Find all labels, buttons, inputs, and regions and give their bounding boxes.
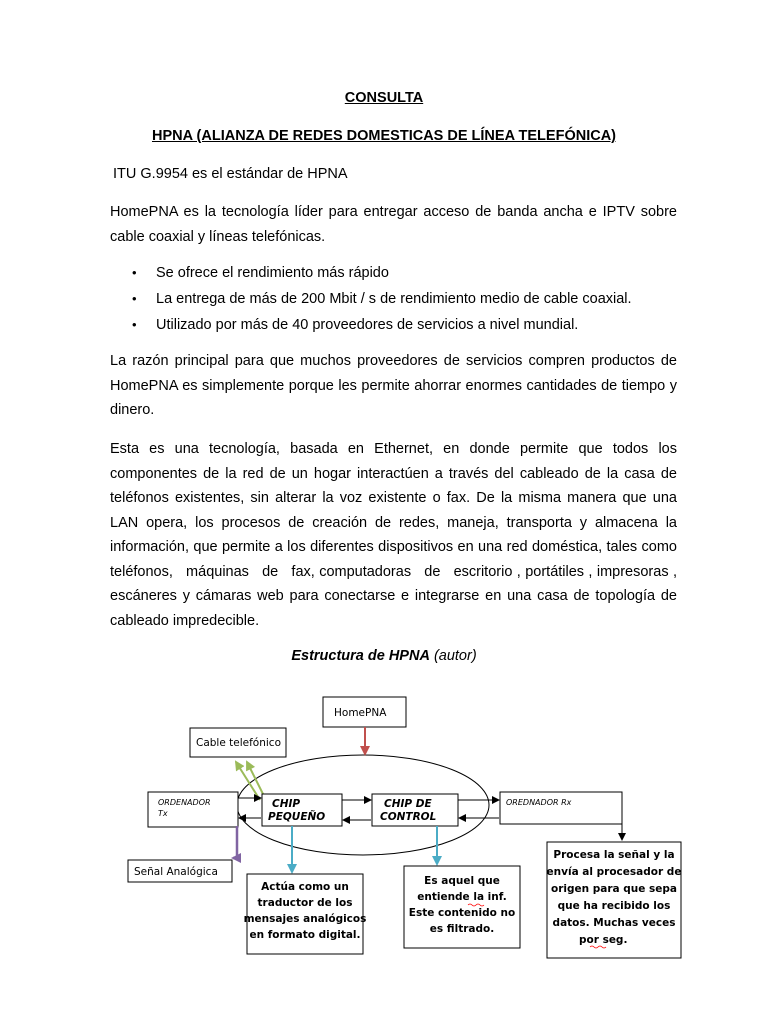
list-item-text: Utilizado por más de 40 proveedores de servicios a nivel mundial. [156,317,579,333]
cable-label: Cable telefónico [196,737,281,749]
ordenador-rx-box [500,792,622,824]
tech-line: teléfonos, máquinas de fax, computadoras de escritorio , portátiles , impresoras , [110,563,677,580]
aquel-line: Este contenido no [408,907,516,919]
ordenador-tx-sub: Tx [158,809,168,818]
senal-box [128,860,232,882]
procesa-box [547,842,682,958]
intro-line: cable coaxial y líneas telefónicas. [110,228,326,245]
tech-line: teléfonos existentes, sin alterar la voz existente o fax. De la misma manera que una [110,490,677,506]
traductor-line: traductor de los [257,897,353,909]
chip-small-line1: CHIP [272,798,301,810]
page-title: CONSULTA [344,90,424,106]
reason-line: La razón principal para que muchos proveedores de servicios compren productos de [110,353,677,369]
chip-control-box [372,794,458,826]
procesa-line: que ha recibido los [557,900,671,912]
senal-arrow-line [234,826,237,858]
ordenador-tx-label: ORDENADOR [158,798,211,807]
aquel-line: entiende la inf. [417,891,507,903]
chip-control-line1: CHIP DE [384,798,432,810]
diagram-caption-author: (autor) [429,648,477,664]
reason-line: dinero. [110,402,155,418]
tech-line: cableado impredecible. [110,612,260,629]
cable-box [190,728,286,757]
ordenador-rx-label: OREDNADOR Rx [506,798,572,807]
intro-line: HomePNA es la tecnología líder para entregar acceso de banda ancha e IPTV sobre [110,204,677,220]
tech-line: información, que permite a los diferentes dispositivos en una red doméstica, tales como [110,539,677,555]
procesa-line: datos. Muchas veces [552,917,676,929]
ordenador-tx-box [148,792,238,827]
aquel-line: Es aquel que [424,875,500,887]
bullet-icon: • [132,265,137,280]
tech-line: Esta es una tecnología, basada en Ethernet, en donde permite que todos los [110,441,677,457]
chip-control-line2: CONTROL [380,811,437,823]
aquel-line: es filtrado. [429,923,495,935]
procesa-line: origen para que sepa [550,883,678,895]
reason-line: HomePNA es simplemente porque les permite ahorrar enormes cantidades de tiempo y [110,377,677,394]
page-subtitle: HPNA (ALIANZA DE REDES DOMESTICAS DE LÍNEA TELEFÓNICA) [151,128,616,144]
aquel-box [404,866,520,948]
procesa-line: Procesa la señal y la [553,849,675,861]
chip-small-box [262,794,342,826]
diagram-caption-title: Estructura de HPNA [291,648,430,664]
traductor-line: mensajes analógicos [243,913,367,925]
bullet-icon: • [132,317,137,332]
list-item-text: Se ofrece el rendimiento más rápido [156,265,389,281]
tech-line: componentes de la red de un hogar interactúen a través del cableado de la casa de [110,465,677,482]
procesa-line: por seg. [579,934,628,946]
tech-line: escáneres y cámaras web para conectarse e integrarse en una casa de topología de [110,588,677,604]
senal-label: Señal Analógica [134,866,218,878]
homepna-box [323,697,406,727]
tech-line: LAN opera, los procesos de creación de redes, maneja, transporta y almacena la [110,514,677,531]
list-item-text: La entrega de más de 200 Mbit / s de rendimiento medio de cable coaxial. [156,291,632,307]
homepna-label: HomePNA [334,707,387,719]
procesa-line: envía al procesador de [546,866,682,878]
itu-line: ITU G.9954 es el estándar de HPNA [113,166,348,182]
bullet-icon: • [132,291,137,306]
traductor-line: en formato digital. [249,929,361,941]
traductor-box [244,874,367,954]
traductor-line: Actúa como un [261,881,349,893]
chip-small-line2: PEQUEÑO [268,811,326,823]
